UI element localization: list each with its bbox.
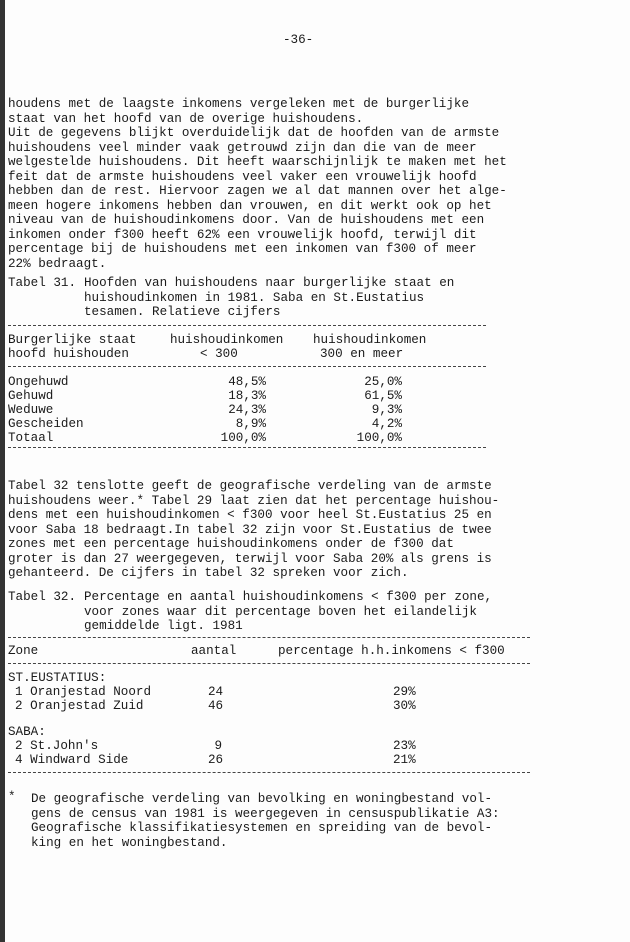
group-label: SABA: — [8, 725, 46, 739]
column-header: huishoudinkomen — [313, 333, 427, 347]
caption-line: huishoudinkomen in 1981. Saba en St.Eustatius — [84, 290, 425, 305]
zone-name: 2 Oranjestad Zuid — [15, 699, 144, 713]
table32-caption — [84, 590, 492, 634]
text-line: welgestelde huishoudens. Dit heeft waarschijnlijk te maken met het — [8, 155, 507, 169]
scan-edge — [0, 0, 5, 942]
divider — [8, 366, 486, 367]
text-line: niveau van de huishoudinkomens door. Van de huishoudens met een — [8, 213, 485, 227]
row-label: Ongehuwd — [8, 375, 69, 389]
text-line: feit dat de armste huishoudens veel vaker een vrouwelijk hoofd — [8, 169, 477, 184]
zone-name: 1 Oranjestad Noord — [15, 685, 152, 699]
table32-label: Tabel 32. — [8, 590, 77, 604]
caption-line: tesamen. Relatieve cijfers — [84, 305, 281, 319]
column-header: percentage h.h.inkomens < f300 — [278, 644, 505, 658]
paragraph-1 — [8, 97, 507, 271]
caption-line: gemiddelde ligt. 1981 — [84, 619, 243, 633]
text-line: Uit de gegevens blijkt overduidelijk dat de hoofden van de armste — [8, 126, 500, 140]
caption-line: Percentage en aantal huishoudinkomens < f300 per zone, — [84, 590, 493, 604]
column-header: 300 en meer — [320, 347, 404, 361]
footnote-line: De geografische verdeling van bevolking en woningbestand vol- — [31, 792, 493, 806]
caption-line: voor zones waar dit percentage boven het eilandelijk — [84, 604, 477, 619]
text-line: groter is dan 27 weergegeven, terwijl voor Saba 20% als grens is — [8, 551, 492, 566]
caption-line: Hoofden van huishoudens naar burgerlijke staat en — [84, 276, 455, 290]
cell: 100,0% — [220, 431, 266, 445]
cell: 100,0% — [356, 431, 402, 445]
text-line: huishoudens weer.* Tabel 29 laat zien dat het percentage huishou- — [8, 493, 500, 508]
row-label: Gescheiden — [8, 417, 84, 431]
column-header: < 300 — [200, 347, 238, 361]
zone-name: 2 St.John's — [15, 739, 99, 753]
text-line: hebben dan de rest. Hiervoor zagen we al dat mannen over het alge- — [8, 184, 507, 198]
text-line: voor Saba 18 bedraagt.In tabel 32 zijn voor St.Eustatius de twee — [8, 522, 492, 537]
cell: 48,5% — [228, 375, 266, 389]
footnote-line: Geografische klassifikatiesystemen en spreiding van de bevol- — [31, 821, 493, 835]
cell: 4,2% — [371, 417, 402, 431]
text-line: inkomen onder f300 heeft 62% een vrouwelijk hoofd, terwijl dit — [8, 227, 477, 242]
row-label: Totaal — [8, 431, 54, 445]
cell: 8,9% — [235, 417, 266, 431]
paragraph-2 — [8, 479, 499, 581]
footnote — [31, 792, 500, 850]
cell: 30% — [393, 699, 416, 713]
footnote-marker: * — [8, 790, 16, 804]
divider — [8, 663, 530, 664]
divider — [8, 447, 486, 448]
column-header: Zone — [8, 644, 39, 658]
row-label: Weduwe — [8, 403, 54, 417]
cell: 29% — [393, 685, 416, 699]
group-label: ST.EUSTATIUS: — [8, 671, 107, 685]
cell: 25,0% — [364, 375, 402, 389]
page-number: -36- — [283, 33, 314, 47]
cell: 9,3% — [371, 403, 402, 417]
text-line: 22% bedraagt. — [8, 256, 107, 271]
zone-name: 4 Windward Side — [15, 753, 129, 767]
cell: 9 — [214, 739, 222, 753]
cell: 21% — [393, 753, 416, 767]
text-line: huishoudens veel minder vaak getrouwd zijn dan die van de meer — [8, 140, 477, 155]
column-header: huishoudinkomen — [170, 333, 284, 347]
divider — [8, 772, 530, 773]
footnote-line: king en het woningbestand. — [31, 835, 228, 850]
divider — [8, 325, 486, 326]
text-line: percentage bij de huishoudens met een inkomen van f300 of meer — [8, 242, 477, 256]
table31-label: Tabel 31. — [8, 276, 77, 290]
cell: 23% — [393, 739, 416, 753]
text-line: staat van het hoofd van de overige huishoudens. — [8, 111, 364, 126]
text-line: meen hogere inkomens hebben dan vrouwen, en dit werkt ook op het — [8, 198, 492, 213]
cell: 18,3% — [228, 389, 266, 403]
cell: 61,5% — [364, 389, 402, 403]
cell: 26 — [208, 753, 224, 767]
footnote-line: gens de census van 1981 is weergegeven in censuspublikatie A3: — [31, 806, 500, 821]
cell: 24 — [208, 685, 224, 699]
row-label: Gehuwd — [8, 389, 54, 403]
text-line: zones met een percentage huishoudinkomens onder de f300 dat — [8, 537, 454, 551]
table31-caption — [84, 276, 454, 320]
text-line: houdens met de laagste inkomens vergeleken met de burgerlijke — [8, 97, 470, 111]
column-header: hoofd huishouden — [8, 347, 129, 361]
column-header: aantal — [191, 644, 237, 658]
text-line: dens met een huishoudinkomen < f300 voor heel St.Eustatius 25 en — [8, 508, 492, 522]
cell: 24,3% — [228, 403, 266, 417]
text-line: Tabel 32 tenslotte geeft de geografische verdeling van de armste — [8, 479, 492, 493]
cell: 46 — [208, 699, 224, 713]
divider — [8, 637, 530, 638]
column-header: Burgerlijke staat — [8, 333, 137, 347]
text-line: gehanteerd. De cijfers in tabel 32 spreken voor zich. — [8, 566, 409, 580]
